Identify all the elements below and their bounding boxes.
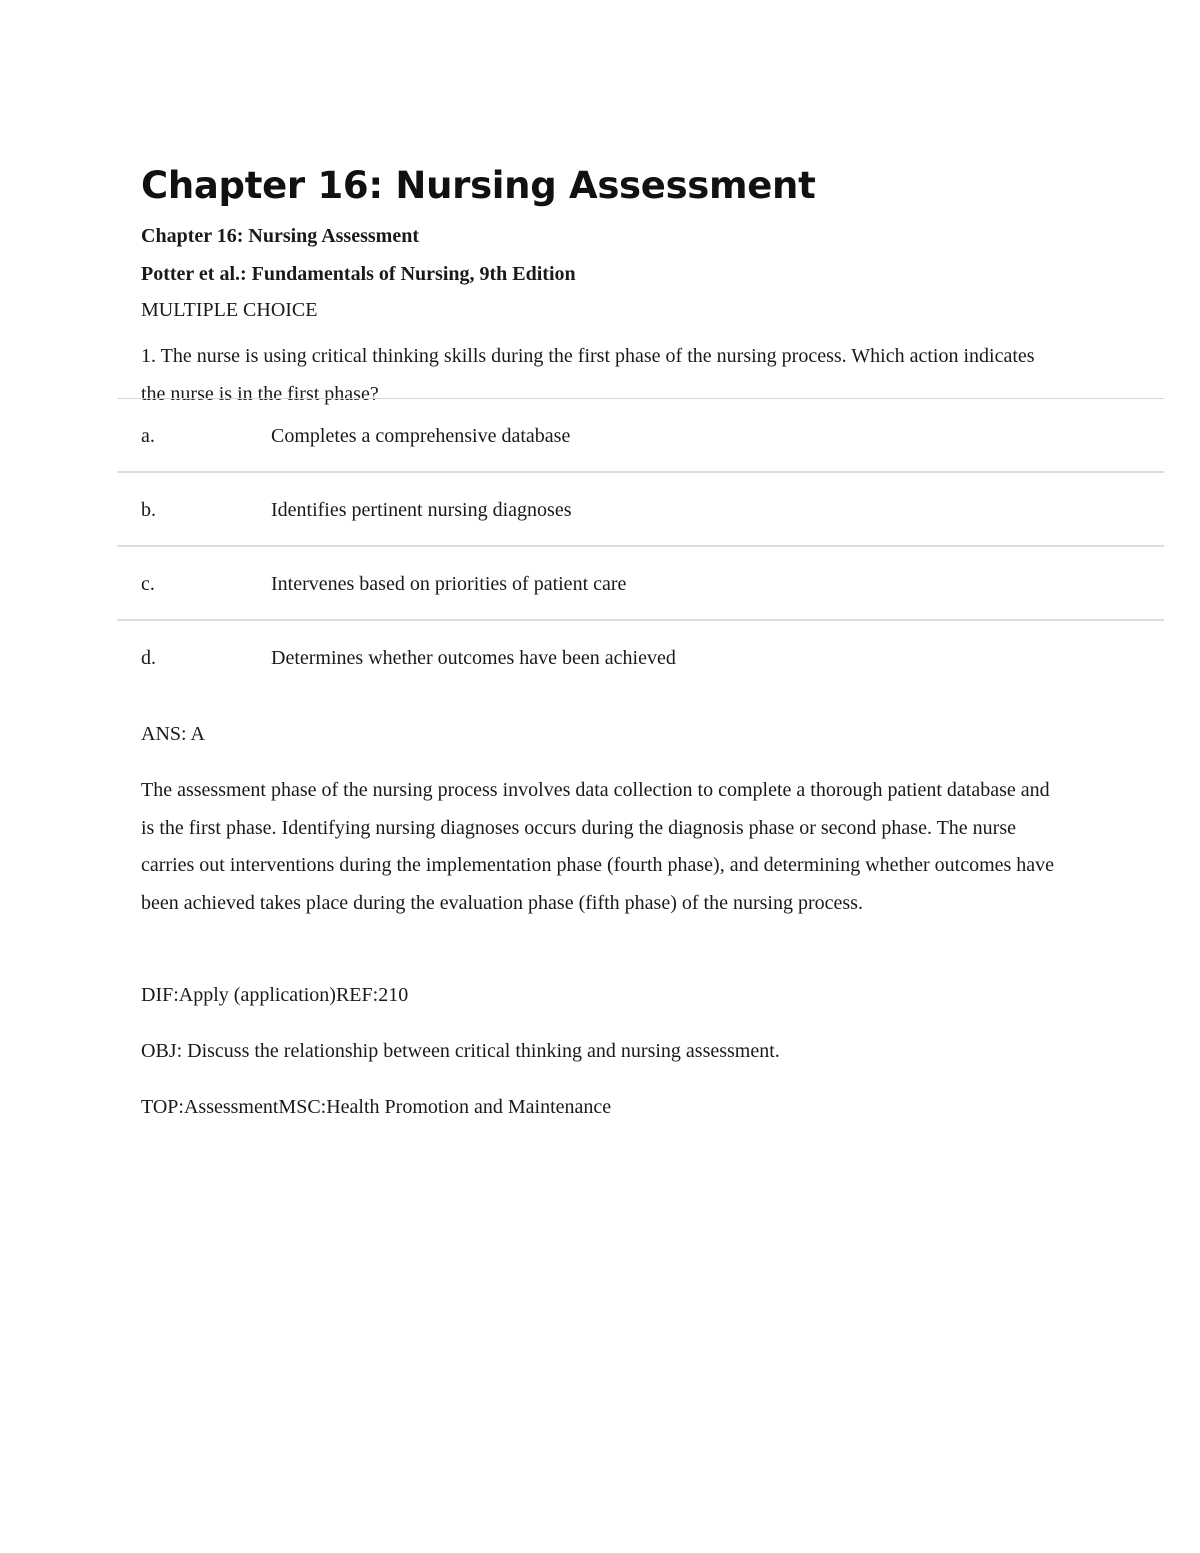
option-text: Completes a comprehensive database xyxy=(271,425,571,447)
objective-line: OBJ: Discuss the relationship between critical thinking and nursing assessment. xyxy=(141,1040,780,1062)
answer-options-table xyxy=(117,398,1164,693)
option-letter: b. xyxy=(141,499,156,521)
question-text: 1. The nurse is using critical thinking skills during the first phase of the nursing process. Which action indicates the nurse is in the first phase? xyxy=(141,345,1035,405)
option-text: Determines whether outcomes have been achieved xyxy=(271,647,676,669)
option-text: Intervenes based on priorities of patient care xyxy=(271,573,627,595)
option-row-b xyxy=(117,473,1164,547)
option-text: Identifies pertinent nursing diagnoses xyxy=(271,499,572,521)
chapter-heading: Chapter 16: Nursing Assessment xyxy=(141,225,419,247)
option-row-c xyxy=(117,547,1164,621)
option-letter: c. xyxy=(141,573,155,595)
topic-msc-line: TOP:AssessmentMSC:Health Promotion and Maintenance xyxy=(141,1096,612,1118)
option-letter: a. xyxy=(141,425,155,447)
difficulty-reference: DIF:Apply (application)REF:210 xyxy=(141,984,409,1006)
source-heading: Potter et al.: Fundamentals of Nursing, 9th Edition xyxy=(141,263,576,285)
option-row-d xyxy=(117,621,1164,693)
answer-key: ANS: A xyxy=(141,723,205,745)
option-row-a xyxy=(117,399,1164,473)
option-letter: d. xyxy=(141,647,156,669)
page-title: Chapter 16: Nursing Assessment xyxy=(141,164,816,207)
section-label: MULTIPLE CHOICE xyxy=(141,299,318,321)
rationale-paragraph: The assessment phase of the nursing process involves data collection to complete a thorough patient database and is the first phase. Identifying nursing diagnoses occurs during the diagnosis phase or second phase. The nurse carries out interventions during the implementation phase (fourth phase), and determining whether outcomes have been achieved takes place during the evaluation phase (fifth phase) of the nursing process. xyxy=(141,779,1055,914)
